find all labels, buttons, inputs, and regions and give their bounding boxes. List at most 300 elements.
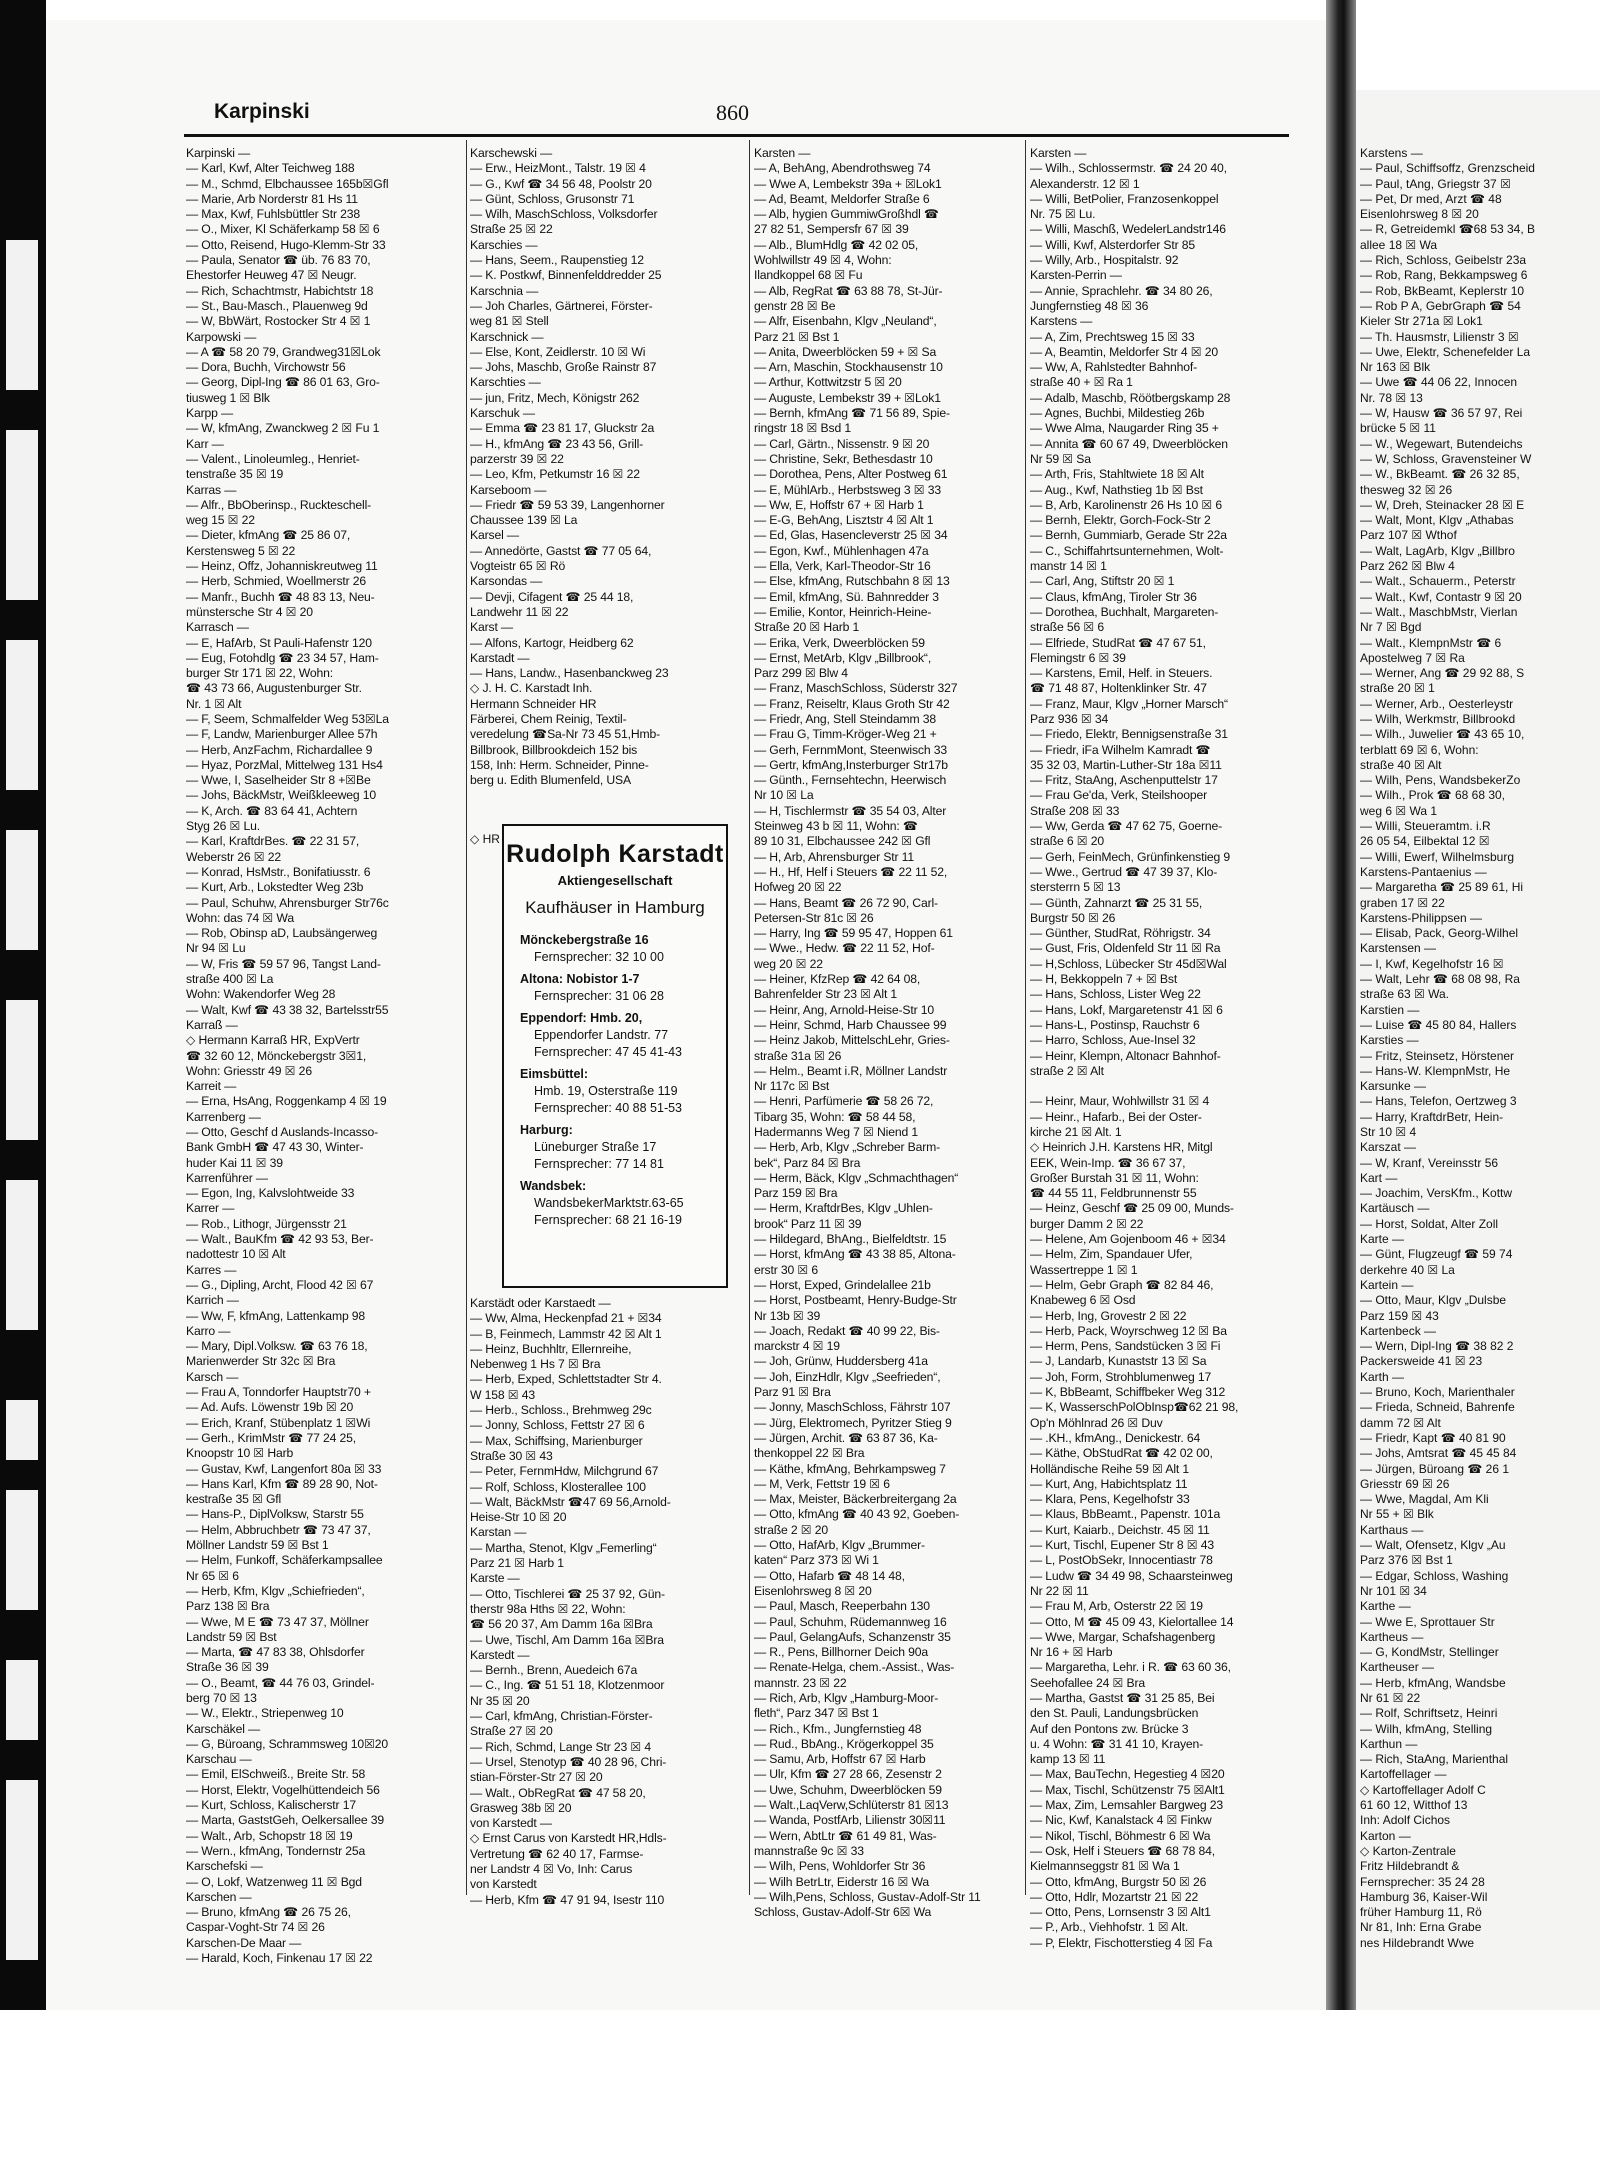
directory-entry-line: — Helm, Gebr Graph ☎ 82 84 46, <box>1030 1277 1214 1292</box>
directory-entry-line: Heise-Str 10 ☒ 20 <box>470 1510 567 1525</box>
directory-entry-line: — Paul, tAng, Griegstr 37 ☒ <box>1360 176 1511 191</box>
directory-entry-line: — W, Fris ☎ 59 57 96, Tangst Land- <box>186 956 381 971</box>
directory-entry-line: — Karl, Kwf, Alter Teichweg 188 <box>186 161 355 176</box>
directory-entry-line: Hofweg 20 ☒ 22 <box>754 880 842 895</box>
directory-entry-line: brook“ Parz 11 ☒ 39 <box>754 1216 862 1231</box>
directory-entry-line: — Rich, Schloss, Geibelstr 23a <box>1360 253 1527 268</box>
directory-entry-line: — Heinz, Geschf ☎ 25 09 00, Munds- <box>1030 1201 1234 1216</box>
directory-entry-line: — Ww, Alma, Heckenpfad 21 + ☒34 <box>470 1311 662 1326</box>
directory-entry-line: — Heinz, Offz, Johanniskreutweg 11 <box>186 559 378 574</box>
directory-entry-line: — Gerh, FeinMech, Grünfinkenstieg 9 <box>1030 849 1230 864</box>
directory-entry-line: Jungfernstieg 48 ☒ 36 <box>1030 298 1149 313</box>
directory-entry-line: münstersche Str 4 ☒ 20 <box>186 604 313 619</box>
ad-branch-name: Harburg: <box>520 1123 573 1137</box>
ad-hr-mark: ◇ HR <box>470 832 500 846</box>
directory-entry-line: — Heinz, Buchhltr, Ellernreihe, <box>470 1341 632 1356</box>
directory-entry-line: — Herb., Schloss., Brehmweg 29c <box>470 1403 652 1418</box>
directory-entry-line: Karro — <box>186 1323 231 1338</box>
directory-entry-line: — B, Feinmech, Lammstr 42 ☒ Alt 1 <box>470 1326 662 1341</box>
directory-entry-line: — Egon, Ing, Kalvslohtweide 33 <box>186 1186 355 1201</box>
directory-entry-line: — G., Dipling, Archt, Flood 42 ☒ 67 <box>186 1277 374 1292</box>
directory-entry-line: — Wwe Alma, Naugarder Ring 35 + <box>1030 421 1219 436</box>
directory-entry-line: — Walt., Kwf, Contastr 9 ☒ 20 <box>1360 589 1522 604</box>
page-header <box>140 100 1290 136</box>
directory-entry-line: Karsel — <box>470 528 519 543</box>
directory-entry-line: Wohn: das 74 ☒ Wa <box>186 910 294 925</box>
directory-entry-line: — Harald, Koch, Finkenau 17 ☒ 22 <box>186 1951 373 1966</box>
directory-entry-line: — Friedr, Kapt ☎ 40 81 90 <box>1360 1430 1506 1445</box>
directory-entry-line: Karsten — <box>754 146 811 160</box>
directory-entry-line: Nr 7 ☒ Bgd <box>1360 620 1422 635</box>
directory-entry-line: — Wilh, Pens, Wohldorfer Str 36 <box>754 1859 926 1874</box>
ad-branch-line: Fernsprecher: 77 14 81 <box>534 1157 664 1171</box>
directory-entry-line: — Ed, Glas, Hasencleverstr 25 ☒ 34 <box>754 528 948 543</box>
directory-entry-line: Karr — <box>186 436 224 451</box>
directory-entry-line: katen“ Parz 373 ☒ Wi 1 <box>754 1553 879 1568</box>
directory-entry-line: — Erika, Verk, Dweerblöcken 59 <box>754 635 925 650</box>
directory-entry-line: — Ad. Aufs. Löwenstr 19b ☒ 20 <box>186 1400 354 1415</box>
directory-entry-line: Karstensen — <box>1360 941 1437 956</box>
column-divider <box>749 140 750 1895</box>
directory-entry-line: — Leo, Kfm, Petkumstr 16 ☒ 22 <box>470 467 640 482</box>
directory-entry-line: — Peter, FernmHdw, Milchgrund 67 <box>470 1464 659 1479</box>
ad-legal-form: Aktiengesellschaft <box>557 873 673 888</box>
directory-entry-line: Knabeweg 6 ☒ Osd <box>1030 1293 1136 1308</box>
directory-entry-line: Karschen — <box>186 1889 252 1904</box>
directory-entry-line: — Otto, Maur, Klgv „Dulsbe <box>1360 1293 1507 1308</box>
directory-entry-line: — Heinz Jakob, MittelschLehr, Gries- <box>754 1033 950 1048</box>
directory-entry-line: — Wwe E, Sprottauer Str <box>1360 1614 1495 1629</box>
directory-entry-line: — Henri, Parfümerie ☎ 58 26 72, <box>754 1094 934 1109</box>
directory-entry-line: huder Kai 11 ☒ 39 <box>186 1155 283 1170</box>
directory-entry-line: — Ww, E, Hoffstr 67 + ☒ Harb 1 <box>754 497 924 512</box>
directory-entry-line <box>1030 1079 1290 1094</box>
directory-entry-line: — Hans, Telefon, Oertzweg 3 <box>1360 1094 1517 1109</box>
directory-entry-line: — Alfr., BbOberinsp., Ruckteschell- <box>186 497 372 512</box>
directory-entry-line: — Carl, Ang, Stiftstr 20 ☒ 1 <box>1030 574 1175 589</box>
directory-entry-line: Hamburg 36, Kaiser-Wil <box>1360 1889 1488 1904</box>
directory-entry-line: — Dorothea, Buchhalt, Margareten- <box>1030 604 1219 619</box>
directory-entry-line: — G, Büroang, Schrammsweg 10☒20 <box>186 1736 389 1751</box>
directory-entry-line: weg 81 ☒ Stell <box>470 314 549 329</box>
directory-entry-line: — Otto, Geschf d Auslands-Incasso- <box>186 1125 379 1139</box>
directory-entry-line: — Wern, AbtLtr ☎ 61 49 81, Was- <box>754 1828 937 1843</box>
directory-entry-line: — Egon, Kwf., Mühlenhagen 47a <box>754 543 929 558</box>
directory-entry-line: — Walt, Ofensetz, Klgv „Au <box>1360 1538 1506 1553</box>
directory-entry-line: — Frau M, Arb, Osterstr 22 ☒ 19 <box>1030 1599 1203 1614</box>
directory-entry-line: graben 17 ☒ 22 <box>1360 895 1445 910</box>
directory-entry-line: — Otto, Pens, Lornsenstr 3 ☒ Alt1 <box>1030 1905 1211 1920</box>
directory-entry-line: Parz 376 ☒ Bst 1 <box>1360 1553 1453 1568</box>
directory-entry-line: — Paula, Senator ☎ üb. 76 83 70, <box>186 253 371 268</box>
directory-entry-line: ☎ 44 55 11, Feldbrunnenstr 55 <box>1030 1186 1197 1201</box>
directory-entry-line: — Otto, Hafarb ☎ 48 14 48, <box>754 1568 905 1583</box>
directory-entry-line: — Max, BauTechn, Hegestieg 4 ☒20 <box>1030 1767 1225 1782</box>
directory-entry-line: — Otto, Reisend, Hugo-Klemm-Str 33 <box>186 237 386 252</box>
directory-entry-line: — Johs, BäckMstr, Weißkleeweg 10 <box>186 788 377 803</box>
directory-entry-line: — Rob P A, GebrGraph ☎ 54 <box>1360 298 1521 313</box>
directory-entry-line: — A, BehAng, Abendrothsweg 74 <box>754 161 931 176</box>
directory-entry-line: — Uwe, Elektr, Schenefelder La <box>1360 344 1531 359</box>
directory-entry-line: — Dieter, kfmAng ☎ 25 86 07, <box>186 528 351 543</box>
directory-entry-line: Färberei, Chem Reinig, Textil- <box>470 711 627 726</box>
facing-page <box>1356 90 1600 2010</box>
directory-entry-line: Straße 30 ☒ 43 <box>470 1448 553 1463</box>
directory-entry-line: — H., kfmAng ☎ 23 43 56, Grill- <box>470 436 644 451</box>
directory-entry-line: — Rich, Schachtmstr, Habichtstr 18 <box>186 283 374 298</box>
directory-entry-line: — Wwe A, Lembekstr 39a + ☒Lok1 <box>754 176 942 191</box>
directory-entry-line: — Walt., MaschbMstr, Vierlan <box>1360 604 1518 619</box>
directory-entry-line: — Gerh, FernmMont, Steenwisch 33 <box>754 742 947 757</box>
directory-entry-line: — Willy, Arb., Hospitalstr. 92 <box>1030 253 1179 268</box>
directory-entry-line: — Günt, Flugzeugf ☎ 59 74 <box>1360 1247 1513 1262</box>
directory-entry-line: — Agnes, Buchbi, Mildestieg 26b <box>1030 406 1205 421</box>
directory-entry-line: straße 40 ☒ Alt <box>1360 757 1442 772</box>
directory-entry-line: — O., Mixer, Kl Schäferkamp 58 ☒ 6 <box>186 222 380 237</box>
directory-entry-line: ner Landstr 4 ☒ Vo, Inh: Carus <box>470 1861 633 1876</box>
directory-entry-line: — Bruno, Koch, Marienthaler <box>1360 1385 1515 1400</box>
directory-entry-line: — .KH., kfmAng., Denickestr. 64 <box>1030 1430 1201 1445</box>
directory-entry-line: — Wwe., Gertrud ☎ 47 39 37, Klo- <box>1030 864 1218 879</box>
ad-branch-line: WandsbekerMarktstr.63-65 <box>534 1196 684 1210</box>
directory-entry-line: nadottestr 10 ☒ Alt <box>186 1247 286 1262</box>
directory-entry-line: veredelung ☎Sa-Nr 73 45 51,Hmb- <box>470 727 661 742</box>
directory-entry-line: Schloss, Gustav-Adolf-Str 6☒ Wa <box>754 1905 932 1920</box>
directory-entry-line: — Wilh,Pens, Schloss, Gustav-Adolf-Str 11 <box>754 1889 981 1904</box>
directory-entry-line: — Erw., HeizMont., Talstr. 19 ☒ 4 <box>470 161 646 176</box>
directory-entry-line: Flemingstr 6 ☒ 39 <box>1030 650 1126 665</box>
karstadt-advertisement <box>502 824 728 1288</box>
directory-entry-line: Nr 65 ☒ 6 <box>186 1568 239 1583</box>
directory-entry-line: Parz 91 ☒ Bra <box>754 1385 831 1400</box>
directory-entry-line: — M, Verk, Fettstr 19 ☒ 6 <box>754 1476 890 1491</box>
directory-entry-line: — Horst, kfmAng ☎ 43 38 85, Altona- <box>754 1247 956 1262</box>
ad-branch-name: Mönckebergstraße 16 <box>520 933 649 947</box>
directory-entry-line: — Herb, Exped, Schlettstadter Str 4. <box>470 1372 662 1387</box>
directory-entry-line: thenkoppel 22 ☒ Bra <box>754 1446 865 1461</box>
ad-branch-line: Fernsprecher: 47 45 41-43 <box>534 1045 683 1059</box>
directory-entry-line: — Herb, Kfm, Klgv „Schiefrieden“, <box>186 1583 365 1598</box>
directory-entry-line: — Rich, Schmd, Lange Str 23 ☒ 4 <box>470 1739 652 1754</box>
directory-entry-line: — Herm, Pens, Sandstücken 3 ☒ Fi <box>1030 1339 1221 1354</box>
directory-entry-line: — Hans, Lokf, Margaretenstr 41 ☒ 6 <box>1030 1002 1223 1017</box>
directory-entry-line: Eisenlohrsweg 8 ☒ 20 <box>754 1583 872 1598</box>
directory-entry-line: — Wern., kfmAng, Tondernstr 25a <box>186 1843 366 1858</box>
directory-entry-line: Packersweide 41 ☒ 23 <box>1360 1354 1483 1369</box>
directory-entry-line: fleth“, Parz 347 ☒ Bst 1 <box>754 1706 879 1721</box>
directory-entry-line: — Auguste, Lembekstr 39 + ☒Lok1 <box>754 390 941 405</box>
directory-entry-line: Vogteistr 65 ☒ Rö <box>470 559 566 574</box>
directory-entry-line: — Hans-L, Postinsp, Rauchstr 6 <box>1030 1017 1200 1032</box>
directory-entry-line: — Wilh, Pens, WandsbekerZo <box>1360 773 1521 788</box>
directory-entry-line: straße 56 ☒ 6 <box>1030 620 1105 635</box>
directory-entry-line: Karrenberg — <box>186 1109 261 1124</box>
directory-entry-line: — Walt, Mont, Klgv „Athabas <box>1360 513 1514 528</box>
directory-entry-line: Ehestorfer Heuweg 47 ☒ Neugr. <box>186 268 357 283</box>
directory-entry-line: — Wilh, Werkmstr, Billbrookd <box>1360 711 1516 726</box>
directory-entry-line: erstr 30 ☒ 6 <box>754 1262 818 1277</box>
directory-entry-line: — Günther, StudRat, Röhrigstr. 34 <box>1030 926 1211 941</box>
directory-entry-line: — R., Pens, Billhorner Deich 90a <box>754 1645 929 1660</box>
directory-entry-line: — Joh, EinzHdlr, Klgv „Seefrieden“, <box>754 1369 941 1384</box>
directory-entry-line: — Ulr, Kfm ☎ 27 28 66, Zesenstr 2 <box>754 1767 942 1782</box>
directory-entry-line: 26 05 54, Eilbektal 12 ☒ <box>1360 834 1490 849</box>
directory-entry-line: Auf den Pontons zw. Brücke 3 <box>1030 1721 1189 1736</box>
directory-entry-line: — Max, Zim, Lemsahler Bargweg 23 <box>1030 1798 1223 1813</box>
directory-entry-line: — Ludw ☎ 34 49 98, Schaarsteinweg <box>1030 1568 1233 1583</box>
directory-entry-line: — Werner, Arb., Oesterleystr <box>1360 696 1514 711</box>
directory-entry-line: — Hans-P., DiplVolksw, Starstr 55 <box>186 1507 364 1522</box>
ad-company: Rudolph Karstadt <box>506 840 724 868</box>
directory-entry-line: — Else, Kont, Zeidlerstr. 10 ☒ Wi <box>470 344 646 359</box>
directory-entry-line: Landwehr 11 ☒ 22 <box>470 604 569 619</box>
directory-entry-line: — Joachim, VersKfm., Kottw <box>1360 1186 1513 1201</box>
directory-entry-line: Karton — <box>1360 1828 1411 1843</box>
directory-entry-line: — Annedörte, Gastst ☎ 77 05 64, <box>470 543 652 558</box>
directory-entry-line: — W, Kranf, Vereinsstr 56 <box>1360 1155 1499 1170</box>
directory-entry-line: — Otto, kfmAng, Burgstr 50 ☒ 26 <box>1030 1874 1207 1889</box>
book-gutter <box>1326 0 1356 2010</box>
directory-entry-line: — Max, Meister, Bäckerbreitergang 2a <box>754 1492 957 1507</box>
directory-entry-line: — O., Beamt, ☎ 44 76 03, Grindel- <box>186 1675 375 1690</box>
directory-entry-line: tenstraße 35 ☒ 19 <box>186 467 284 482</box>
directory-entry-line: — Uwe, Schuhm, Dweerblöcken 59 <box>754 1782 942 1797</box>
directory-column-4 <box>1030 146 1290 1951</box>
directory-entry-line: weg 20 ☒ 22 <box>754 956 823 971</box>
directory-entry-line: — J, Landarb, Kunaststr 13 ☒ Sa <box>1030 1354 1207 1369</box>
directory-entry-line: — Anita, Dweerblöcken 59 + ☒ Sa <box>754 344 937 359</box>
directory-entry-line: — Friedr ☎ 59 53 39, Langenhorner <box>470 497 665 512</box>
directory-entry-line: — W, Schloss, Gravensteiner W <box>1360 451 1532 466</box>
directory-column-3 <box>754 146 984 1920</box>
directory-entry-line: — Th. Hausmstr, Lilienstr 3 ☒ <box>1360 329 1519 344</box>
directory-entry-line: — Otto, Hdlr, Mozartstr 21 ☒ 22 <box>1030 1889 1199 1904</box>
directory-entry-line: — Walt., Schauerm., Peterstr <box>1360 574 1516 589</box>
directory-entry-line: Nr 55 + ☒ Blk <box>1360 1507 1434 1522</box>
directory-entry-line: — Christine, Sekr, Bethesdastr 10 <box>754 451 933 466</box>
directory-entry-line: — Ww, A, Rahlstedter Bahnhof- <box>1030 360 1198 375</box>
directory-entry-line: — Harry, Ing ☎ 59 95 47, Hoppen 61 <box>754 926 953 941</box>
directory-entry-line: EEK, Wein-Imp. ☎ 36 67 37, <box>1030 1155 1186 1170</box>
directory-entry-line: — B, Arb, Karolinenstr 26 Hs 10 ☒ 6 <box>1030 497 1222 512</box>
directory-entry-line: Karreit — <box>186 1079 237 1094</box>
directory-entry-line: Karsondas — <box>470 574 543 589</box>
directory-entry-line: Seehofallee 24 ☒ Bra <box>1030 1675 1145 1690</box>
directory-entry-line: — Kurt, Schloss, Kalischerstr 17 <box>186 1798 356 1813</box>
directory-entry-line: — Paul, GelangAufs, Schanzenstr 35 <box>754 1629 951 1644</box>
directory-entry-line: — Johs, Amtsrat ☎ 45 45 84 <box>1360 1446 1517 1461</box>
directory-entry-line: genstr 28 ☒ Be <box>754 298 836 313</box>
directory-entry-line: ◇ J. H. C. Karstadt Inh. <box>470 681 593 696</box>
directory-entry-line: — Dorothea, Pens, Alter Postweg 61 <box>754 467 948 482</box>
directory-entry-line: — Hans-W. KlempnMstr, He <box>1360 1063 1511 1078</box>
directory-entry-line: — Ad, Beamt, Meldorfer Straße 6 <box>754 191 930 206</box>
directory-entry-line: — Emil, kfmAng, Sü. Bahnredder 3 <box>754 589 939 604</box>
directory-entry-line: Parz 21 ☒ Harb 1 <box>470 1556 564 1571</box>
directory-entry-line: — C., Schiffahrtsunternehmen, Wolt- <box>1030 543 1224 558</box>
directory-entry-line: früher Hamburg 11, Rö <box>1360 1905 1482 1920</box>
directory-entry-line: — Wern, Dipl-Ing ☎ 38 82 2 <box>1360 1339 1514 1354</box>
ad-branch-line: Lüneburger Straße 17 <box>534 1140 657 1154</box>
directory-entry-line: — M., Schmd, Elbchaussee 165b☒Gfl <box>186 176 389 191</box>
directory-entry-line: Kartheus — <box>1360 1629 1424 1644</box>
directory-entry-line: ◇ Karton-Zentrale <box>1360 1843 1456 1858</box>
directory-entry-line: — Herb, Arb, Klgv „Schreber Barm- <box>754 1140 941 1155</box>
directory-entry-line: — Franz, MaschSchloss, Süderstr 327 <box>754 681 958 696</box>
directory-entry-line: Karschuk — <box>470 406 535 421</box>
directory-entry-line: — Herb, Kfm ☎ 47 91 94, Isestr 110 <box>470 1892 665 1907</box>
directory-entry-line: — F, Landw, Marienburger Allee 57h <box>186 727 378 742</box>
directory-entry-line: — Marie, Arb Norderstr 81 Hs 11 <box>186 191 358 206</box>
directory-entry-line: — Harry, KraftdrBetr, Hein- <box>1360 1109 1504 1124</box>
directory-entry-line: Karschnia — <box>470 283 539 298</box>
directory-entry-line: — Alb., BlumHdlg ☎ 42 02 05, <box>754 237 919 252</box>
directory-entry-line: Karrich — <box>186 1293 239 1308</box>
directory-entry-line: — Margaretha ☎ 25 89 61, Hi <box>1360 880 1524 895</box>
directory-entry-line: — Osk, Helf i Steuers ☎ 68 78 84, <box>1030 1843 1215 1858</box>
directory-entry-line: — Kurt, Arb., Lokstedter Weg 23b <box>186 880 364 895</box>
ad-branch-name: Wandsbek: <box>520 1179 587 1193</box>
directory-entry-line: — Rolf, Schloss, Klosterallee 100 <box>470 1479 646 1494</box>
directory-entry-line: — Rob., Lithogr, Jürgensstr 21 <box>186 1216 347 1231</box>
ad-branch-line: Fernsprecher: 31 06 28 <box>534 989 664 1003</box>
ad-branch-name: Altona: Nobistor 1-7 <box>520 972 640 986</box>
directory-entry-line: ☎ 71 48 87, Holtenklinker Str. 47 <box>1030 681 1207 696</box>
directory-entry-line: Karthaus — <box>1360 1522 1424 1537</box>
directory-entry-line: — Bernh, kfmAng ☎ 71 56 89, Spie- <box>754 406 950 421</box>
directory-entry-line: Ilandkoppel 68 ☒ Fu <box>754 268 863 283</box>
directory-entry-line: — Willi, Kwf, Alsterdorfer Str 85 <box>1030 237 1196 252</box>
directory-entry-line: Karste — <box>470 1571 520 1586</box>
directory-entry-line: damm 72 ☒ Alt <box>1360 1415 1441 1430</box>
directory-entry-line: — Manfr., Buchh ☎ 48 83 13, Neu- <box>186 589 375 604</box>
directory-entry-line: — Wanda, PostfArb, Lilienstr 30☒11 <box>754 1813 946 1828</box>
directory-entry-line: — H,Schloss, Lübecker Str 45d☒Wal <box>1030 956 1227 971</box>
directory-entry-line: — Heinr., Hafarb., Bei der Oster- <box>1030 1109 1202 1124</box>
directory-entry-line: Straße 27 ☒ 20 <box>470 1724 553 1739</box>
directory-entry-line: — L, PostObSekr, Innocentiastr 78 <box>1030 1553 1213 1568</box>
directory-entry-line: Inh: Adolf Cichos <box>1360 1813 1451 1828</box>
directory-entry-line: therstr 98a Hths ☒ 22, Wohn: <box>470 1601 626 1616</box>
directory-entry-line: Nr. 1 ☒ Alt <box>186 696 242 711</box>
directory-entry-line: — Rob, Rang, Bekkampsweg 6 <box>1360 268 1528 283</box>
directory-entry-line: Nr. 75 ☒ Lu. <box>1030 207 1096 222</box>
directory-entry-line: von Karstedt — <box>470 1816 552 1831</box>
directory-entry-line: Eisenlohrsweg 8 ☒ 20 <box>1360 207 1479 222</box>
directory-entry-line: — W, BbWärt, Rostocker Str 4 ☒ 1 <box>186 314 371 329</box>
directory-entry-line: Kart — <box>1360 1170 1398 1185</box>
directory-entry-line: — Helene, Am Gojenboom 46 + ☒34 <box>1030 1232 1226 1247</box>
directory-entry-line: — Herm, Bäck, Klgv „Schmachthagen“ <box>754 1170 959 1185</box>
directory-entry-line: Karstens-Pantaenius — <box>1360 864 1487 879</box>
directory-entry-line: burger Damm 2 ☒ 22 <box>1030 1216 1144 1231</box>
directory-entry-line: — Ww, Gerda ☎ 47 62 75, Goerne- <box>1030 819 1223 834</box>
directory-entry-line: — G., Kwf ☎ 34 56 48, Poolstr 20 <box>470 176 652 191</box>
directory-entry-line: — Walt, LagArb, Klgv „Billbro <box>1360 543 1515 558</box>
directory-entry-line: — Herb, kfmAng, Wandsbe <box>1360 1675 1506 1690</box>
directory-entry-line: — P, Elektr, Fischotterstieg 4 ☒ Fa <box>1030 1935 1213 1950</box>
directory-entry-line: — Walt.,LaqVerw,Schlüterstr 81 ☒13 <box>754 1798 949 1813</box>
directory-entry-line: — Helm, Funkoff, Schäferkampsallee <box>186 1553 383 1568</box>
directory-entry-line: Karseboom — <box>470 482 547 497</box>
directory-entry-line: — Bernh, Gummiarb, Gerade Str 22a <box>1030 528 1227 543</box>
directory-entry-line: — Arth, Fris, Stahltwiete 18 ☒ Alt <box>1030 467 1204 482</box>
directory-entry-line: Karstadt — <box>470 650 530 665</box>
directory-entry-line: — Kurt, Kaiarb., Deichstr. 45 ☒ 11 <box>1030 1522 1210 1537</box>
directory-entry-line: — H, Arb, Ahrensburger Str 11 <box>754 849 915 864</box>
directory-entry-line: — Elfriede, StudRat ☎ 47 67 51, <box>1030 635 1206 650</box>
directory-entry-line: — Johs, Maschb, Große Rainstr 87 <box>470 360 657 375</box>
directory-entry-line: straße 31a ☒ 26 <box>754 1048 842 1063</box>
ad-branch-name: Eppendorf: Hmb. 20, <box>520 1011 643 1025</box>
directory-entry-line: — Hans, Beamt ☎ 26 72 90, Carl- <box>754 895 938 910</box>
directory-entry-line: — Ursel, Stenotyp ☎ 40 28 96, Chri- <box>470 1754 667 1769</box>
directory-entry-line: — Erna, HsAng, Roggenkamp 4 ☒ 19 <box>186 1094 387 1109</box>
directory-entry-line: Parz 21 ☒ Bst 1 <box>754 329 840 344</box>
directory-entry-line: — Rich, Arb, Klgv „Hamburg-Moor- <box>754 1690 939 1705</box>
directory-entry-line: Burgstr 50 ☒ 26 <box>1030 910 1116 925</box>
directory-entry-line: — Herb, Schmied, Woellmerstr 26 <box>186 574 367 589</box>
directory-entry-line: Karschen-De Maar — <box>186 1935 302 1950</box>
directory-entry-line: — C., Ing. ☎ 51 51 18, Klotzenmoor <box>470 1678 665 1693</box>
directory-entry-line: mannstr. 23 ☒ 22 <box>754 1675 847 1690</box>
directory-entry-line: Karst — <box>470 620 513 635</box>
directory-entry-line: straße 400 ☒ La <box>186 972 274 987</box>
directory-entry-line: — Paul, Schiffsoffz, Grenzscheid <box>1360 161 1535 176</box>
directory-entry-line: u. 4 Wohn: ☎ 31 41 10, Krayen- <box>1030 1736 1204 1751</box>
directory-entry-line: — Werner, Ang ☎ 29 92 88, S <box>1360 666 1525 681</box>
directory-entry-line: — Margaretha, Lehr. i R. ☎ 63 60 36, <box>1030 1660 1231 1675</box>
directory-entry-line: — Helm, Abbruchbetr ☎ 73 47 37, <box>186 1522 371 1537</box>
directory-entry-line: — H, Bekkoppeln 7 + ☒ Bst <box>1030 972 1178 987</box>
directory-column-1 <box>186 146 416 1966</box>
directory-entry-line: Kieler Str 271a ☒ Lok1 <box>1360 314 1483 329</box>
directory-entry-line: — Paul, Masch, Reeperbahn 130 <box>754 1599 930 1614</box>
directory-entry-line: — Wilh, kfmAng, Stelling <box>1360 1721 1493 1736</box>
directory-entry-line: — Else, kfmAng, Rutschbahn 8 ☒ 13 <box>754 574 950 589</box>
directory-entry-line: Nr 101 ☒ 34 <box>1360 1583 1427 1598</box>
directory-entry-line: — P., Arb., Viehhofstr. 1 ☒ Alt. <box>1030 1920 1189 1935</box>
directory-entry-line: ☎ 32 60 12, Mönckebergstr 3☒1, <box>186 1048 367 1063</box>
directory-entry-line: — Dora, Buchh, Virchowstr 56 <box>186 360 346 375</box>
directory-entry-line: — Wilh., Juwelier ☎ 43 65 10, <box>1360 727 1525 742</box>
directory-entry-line: ◇ Hermann Karraß HR, ExpVertr <box>186 1033 360 1048</box>
directory-entry-line: Steinweg 43 b ☒ 11, Wohn: ☎ <box>754 819 918 834</box>
directory-entry-line: — Frau A, Tonndorfer Hauptstr70 + <box>186 1385 371 1400</box>
directory-entry-line: Parz 299 ☒ Blw 4 <box>754 666 848 681</box>
directory-entry-line: Karstedt — <box>470 1647 530 1662</box>
directory-entry-line: — Martha, Stenot, Klgv „Femerling“ <box>470 1540 657 1555</box>
directory-entry-line: Karrasch — <box>186 620 249 635</box>
directory-entry-line: Karpinski — <box>186 146 251 160</box>
directory-entry-line: Nr 16 + ☒ Harb <box>1030 1645 1113 1660</box>
directory-entry-line: — Mary, Dipl.Volksw. ☎ 63 76 18, <box>186 1339 368 1354</box>
directory-entry-line: — Horst, Exped, Grindelallee 21b <box>754 1277 931 1292</box>
directory-entry-line: — Helm, Zim, Spandauer Ufer, <box>1030 1247 1193 1262</box>
directory-entry-line: — Max, Kwf, Fuhlsbüttler Str 238 <box>186 207 361 222</box>
directory-entry-line: — Heinr, Maur, Wohlwillstr 31 ☒ 4 <box>1030 1094 1210 1109</box>
directory-entry-line: — Otto, HafArb, Klgv „Brummer- <box>754 1538 925 1553</box>
directory-entry-line: Op'n Möhlnrad 26 ☒ Duv <box>1030 1415 1163 1430</box>
directory-entry-line: — Ernst, MetArb, Klgv „Billbrook“, <box>754 650 932 665</box>
directory-entry-line: W 158 ☒ 43 <box>470 1387 535 1402</box>
directory-entry-line: — Max, Schiffsing, Marienburger <box>470 1433 643 1448</box>
directory-entry-line: Straße 208 ☒ 33 <box>1030 803 1120 818</box>
directory-entry-line: Karstädt oder Karstaedt — <box>470 1296 611 1310</box>
directory-entry-line: Parz 159 ☒ Bra <box>754 1186 838 1201</box>
directory-entry-line: ◇ Ernst Carus von Karstedt HR,Hdls- <box>470 1831 667 1846</box>
directory-entry-line: mannstraße 9c ☒ 33 <box>754 1843 864 1858</box>
